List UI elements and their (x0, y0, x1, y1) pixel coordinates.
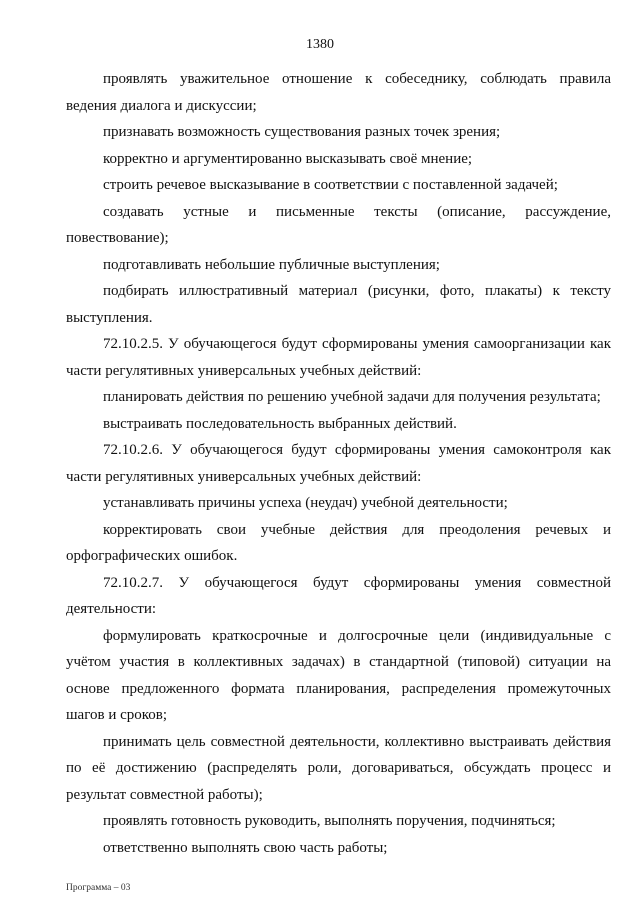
document-body (66, 66, 611, 861)
paragraph: устанавливать причины успеха (неудач) учебной деятельности; (103, 495, 508, 511)
paragraph: строить речевое высказывание в соответствии с поставленной задачей; (103, 177, 558, 193)
paragraph: проявлять уважительное отношение к собеседнику, соблюдать правила ведения диалога и дискуссии; (66, 71, 611, 114)
paragraph: планировать действия по решению учебной задачи для получения результата; (103, 389, 601, 405)
paragraph: корректно и аргументированно высказывать своё мнение; (103, 150, 473, 167)
section-heading-72-10-2-5: 72.10.2.5. У обучающегося будут сформированы умения самоорганизации как части регулятивных универсальных учебных действий: (66, 336, 611, 379)
paragraph: подготавливать небольшие публичные выступления; (103, 256, 440, 273)
footer-program-label: Программа – 03 (66, 883, 131, 893)
paragraph: ответственно выполнять свою часть работы; (103, 839, 388, 856)
paragraph: корректировать свои учебные действия для преодоления речевых и орфографических ошибок. (66, 521, 611, 564)
paragraph: выстраивать последовательность выбранных действий. (103, 415, 457, 432)
paragraph: создавать устные и письменные тексты (описание, рассуждение, повествование); (66, 203, 611, 246)
section-heading-72-10-2-6: 72.10.2.6. У обучающегося будут сформированы умения самоконтроля как части регулятивных универсальных учебных действий: (66, 442, 611, 485)
page-number: 1380 (306, 37, 334, 52)
section-heading-72-10-2-7: 72.10.2.7. У обучающегося будут сформированы умения совместной деятельности: (66, 574, 611, 617)
paragraph: формулировать краткосрочные и долгосрочные цели (индивидуальные с учётом участия в коллективных задачах) в стандартной (типовой) ситуации на основе предложенного формата планирования, распределения промежуточных шагов и сроков; (66, 627, 611, 723)
paragraph: принимать цель совместной деятельности, коллективно выстраивать действия по её достижению (распределять роли, договариваться, обсуждать процесс и результат совместной работы); (66, 733, 611, 803)
paragraph: проявлять готовность руководить, выполнять поручения, подчиняться; (103, 813, 556, 829)
paragraph: подбирать иллюстративный материал (рисунки, фото, плакаты) к тексту выступления. (66, 283, 611, 326)
paragraph: признавать возможность существования разных точек зрения; (103, 124, 501, 140)
